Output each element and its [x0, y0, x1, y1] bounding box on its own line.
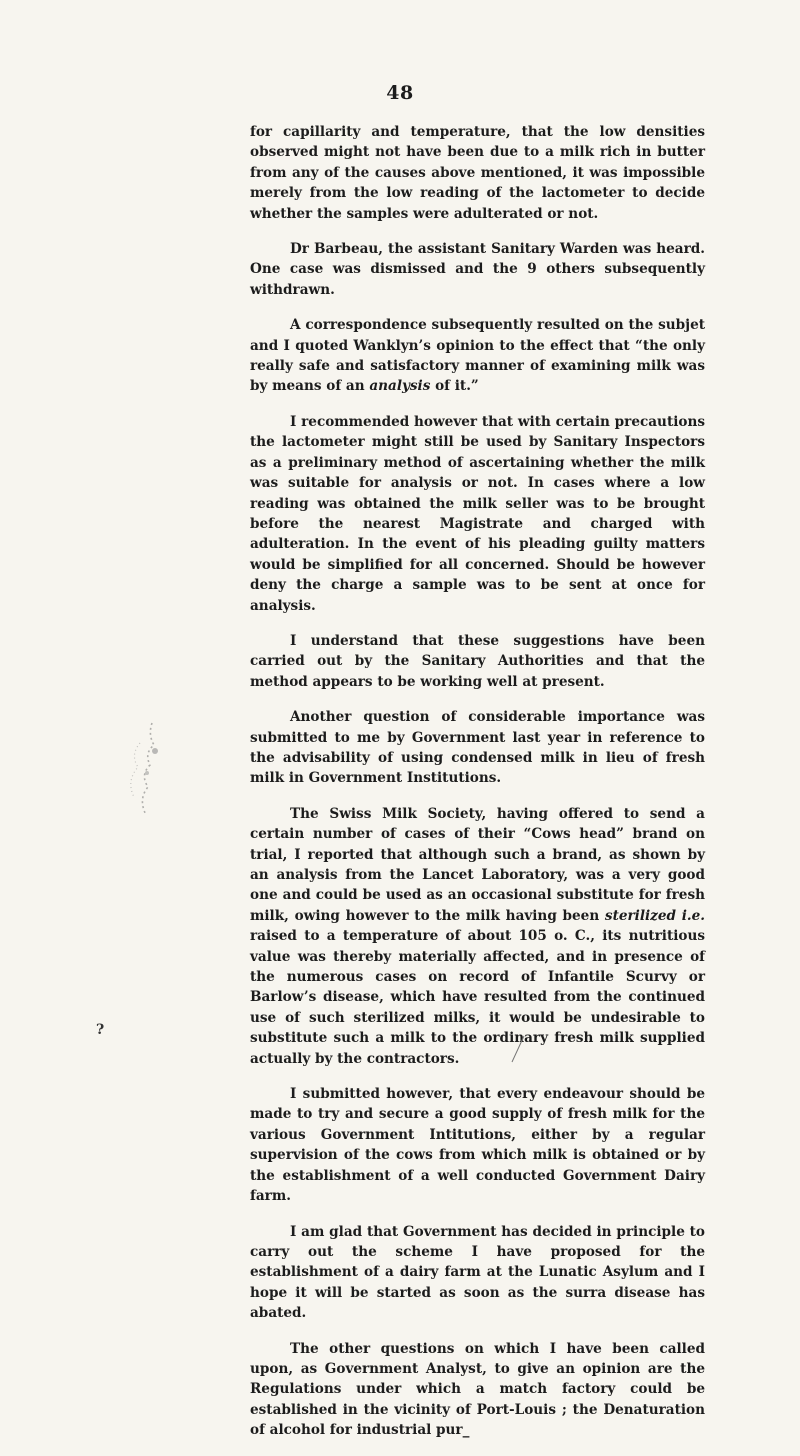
emphasis-sterilized: sterilized i.e. — [604, 907, 706, 924]
paragraph-correspondence-text: A correspondence subsequently resulted on the subjet and I quoted Wanklyn’s opinion to the effect that “the only really safe and satisfactory manner of examining milk was by means of an — [250, 317, 705, 395]
pen-stroke-mark — [508, 1034, 528, 1064]
paragraph-fresh-milk-supply: I submitted however, that every endeavour should be made to try and secure a good supply of fresh milk for the various Government Intitutions, either by a regular supervision of the cows from which milk is obtained or by the establishment of a well conducted Government Dairy farm. — [250, 1086, 705, 1205]
paragraph-barbeau: Dr Barbeau, the assistant Sanitary Warden was heard. One case was dismissed and the 9 others subsequently withdrawn. — [250, 241, 705, 298]
paragraph-correspondence — [250, 315, 705, 397]
paragraph-suggestions-carried-out: I understand that these suggestions have been carried out by the Sanitary Authorities and that the method appears to be working well at present. — [250, 632, 705, 690]
paragraph-dairy-farm: I am glad that Government has decided in principle to carry out the scheme I have proposed for the establishment of a dairy farm at the Lunatic Asylum and I hope it will be started as soon as the surra disease has abated. — [250, 1223, 705, 1322]
paragraph-correspondence-end: of it.” — [430, 378, 479, 395]
paragraph-condensed-milk-question: Another question of considerable importance was submitted to me by Government last year in reference to the advisability of using condensed milk in lieu of fresh milk in Government Institutions. — [250, 709, 705, 787]
body-text — [250, 122, 705, 1456]
paragraph-swiss-milk-text: The Swiss Milk Society, having offered to send a certain number of cases of their “Cows head” brand on trial, I reported that although such a brand, as shown by an analysis from the Lancet Laboratory, was a very good one and could be used as an occasional substitute for fresh milk, owing however to the milk having been — [250, 805, 705, 924]
paragraph-capillarity: for capillarity and temperature, that the low densities observed might not have been due to a milk rich in butter from any of the causes above mentioned, it was impossible merely from the low reading of the lactometer to decide whether the samples were adulterated or not. — [250, 124, 705, 222]
page-number: 48 — [386, 82, 414, 104]
margin-stain-mark — [100, 715, 170, 825]
paragraph-swiss-milk-society — [250, 804, 705, 1069]
margin-mark: ? — [96, 1022, 105, 1038]
paragraph-swiss-milk-end: raised to a temperature of about 105 o. C., its nutritious value was thereby materially affected, and in presence of the numerous cases on record of Infantile Scurvy or Barlow’s disease, which have resulted from the continued use of such sterilized milks, it would be undesirable to substitute such a milk to the ordinary fresh milk supplied actually by the contractors. — [250, 928, 705, 1067]
paragraph-other-questions: The other questions on which I have been called upon, as Government Analyst, to give an opinion are the Regulations under which a match factory could be established in the vicinity of Port-Louis ; the Denaturation of alcohol for industrial pur_ — [250, 1340, 705, 1439]
emphasis-analysis: analysis — [369, 378, 431, 395]
paragraph-lactometer-recommendation: I recommended however that with certain precautions the lactometer might still be used by Sanitary Inspectors as a preliminary method of ascertaining whether the milk was suitable for analysis or not. In cases where a low reading was obtained the milk seller was to be brought before the nearest Magistrate and charged with adulteration. In the event of his pleading guilty matters would be simplified for all concerned. Should be however deny the charge a sample was to be sent at once for analysis. — [250, 413, 705, 614]
